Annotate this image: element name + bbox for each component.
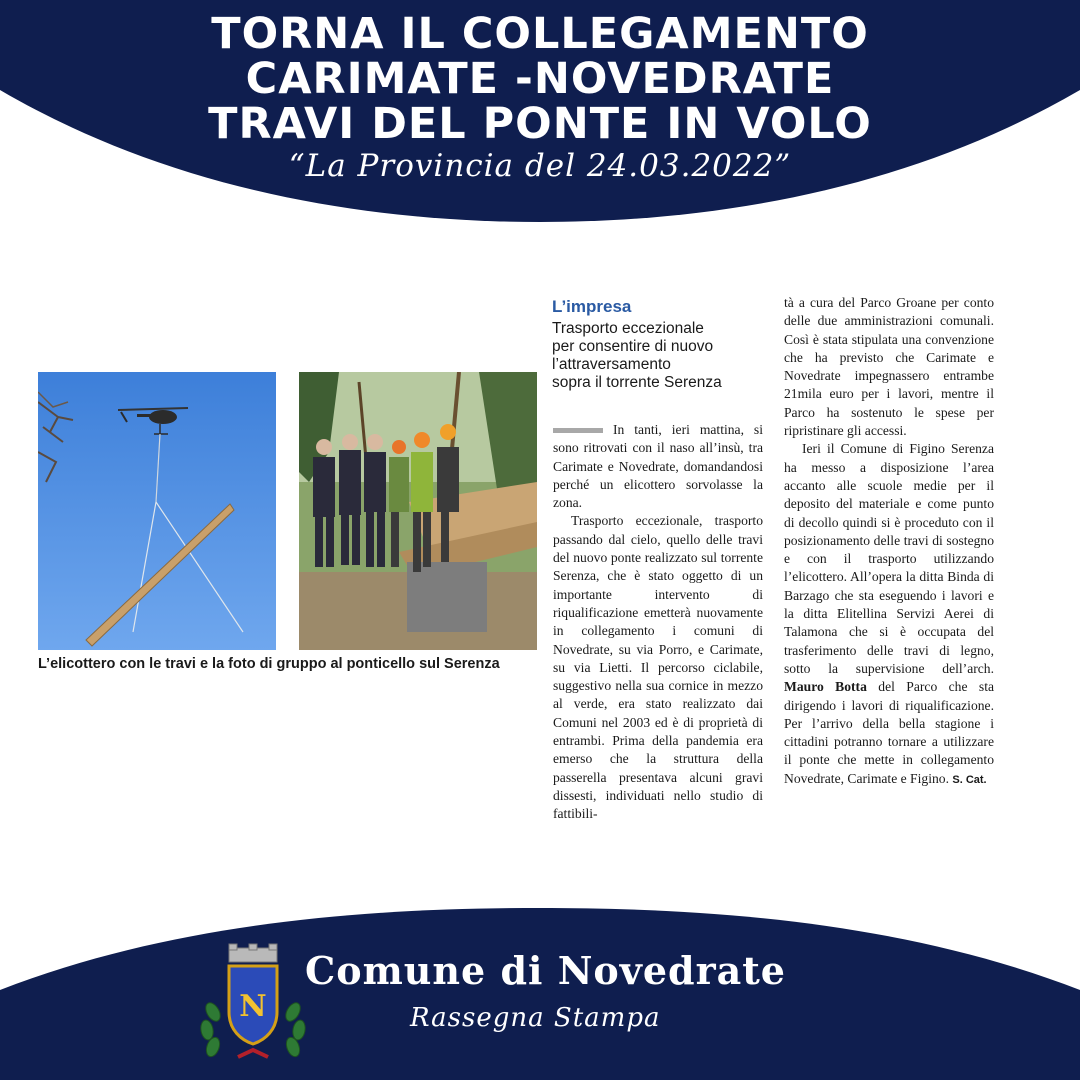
group-photo	[299, 372, 537, 650]
headline-line-3: TRAVI DEL PONTE IN VOLO	[208, 99, 872, 149]
paragraph-4-text-a: Ieri il Comune di Figino Serenza ha messo a disposizione l’area accanto alle scuole medie per il deposito del materiale e come punto di decollo quindi si è proceduto con il posizionamento delle travi di sostegno e con il trasporto utilizzando l’elicottero. All’opera la ditta Binda di Barzago che sta eseguendo i lavori e la ditta Elitellina Servizi Aerei di Talamona che si è occupata del trasferimento delle travi di legno, sotto la supervisione dell’arch.	[784, 441, 994, 676]
headline-line-2: CARIMATE -NOVEDRATE	[245, 54, 835, 104]
headline	[0, 9, 1080, 149]
footer-subtitle: Rassegna Stampa	[410, 1003, 661, 1033]
helicopter-photo	[38, 372, 276, 650]
article-column-1	[553, 421, 763, 824]
person-name: Mauro Botta	[784, 679, 867, 695]
article-paragraph-2: Trasporto eccezionale, trasporto passando dal cielo, quello delle travi del nuovo ponte realizzato sul torrente Serenza, che è stato oggetto di un importante intervento di riqualificazione emetterà nuovamente in collegamento i comuni di Novedrate, su via Porro, e Carimate, su via Lietti. Il percorso ciclabile, suggestivo nella sua cornice in mezzo al verde, era stato realizzato dai Comuni nel 2003 ed è di proprietà di entrambi. Prima della pandemia era emerso che la struttura della passerella presentava alcuni gravi dissesti, individuati nello studio di fattibili-	[553, 513, 763, 822]
article-kicker: L’impresa	[552, 297, 632, 316]
article-subhead	[552, 320, 767, 392]
subhead-line-1: Trasporto eccezionale	[552, 320, 704, 337]
article-paragraph-4	[784, 440, 994, 789]
article-column-2	[784, 294, 994, 789]
article-paragraph-3: tà a cura del Parco Groane per conto delle due amministrazioni comunali. Così è stata stipulata una convenzione che ha previsto che Carimate e Novedrate impegnassero entrambe 21mila euro per i lavori, mentre il Parco ha sostenuto le spese per ripristinare gli accessi.	[784, 295, 994, 439]
municipal-crest-icon	[193, 942, 313, 1067]
article-paragraph-1: In tanti, ieri mattina, si sono ritrovati con il naso all’insù, tra Carimate e Novedrate, domandandosi perché un elicottero sorvolasse la zona.	[553, 422, 763, 511]
author-signature: S. Cat.	[952, 773, 987, 786]
subhead-line-4: sopra il torrente Serenza	[552, 374, 722, 391]
photo-caption: L’elicottero con le travi e la foto di gruppo al ponticello sul Serenza	[38, 656, 500, 672]
source-citation: “La Provincia del 24.03.2022”	[288, 148, 792, 184]
crest-letter: N	[239, 989, 267, 1024]
paragraph-4-text-b: del Parco che sta dirigendo i lavori di riqualificazione. Per l’arrivo della bella stagione i cittadini potranno tornare a utilizzare il ponte che mette in collegamento Novedrate, Carimate e Figino.	[784, 679, 995, 786]
subhead-line-3: l’attraversamento	[552, 356, 671, 373]
headline-line-1: TORNA IL COLLEGAMENTO	[211, 9, 869, 59]
subhead-line-2: per consentire di nuovo	[552, 338, 714, 355]
footer-title: Comune di Novedrate	[305, 948, 786, 993]
